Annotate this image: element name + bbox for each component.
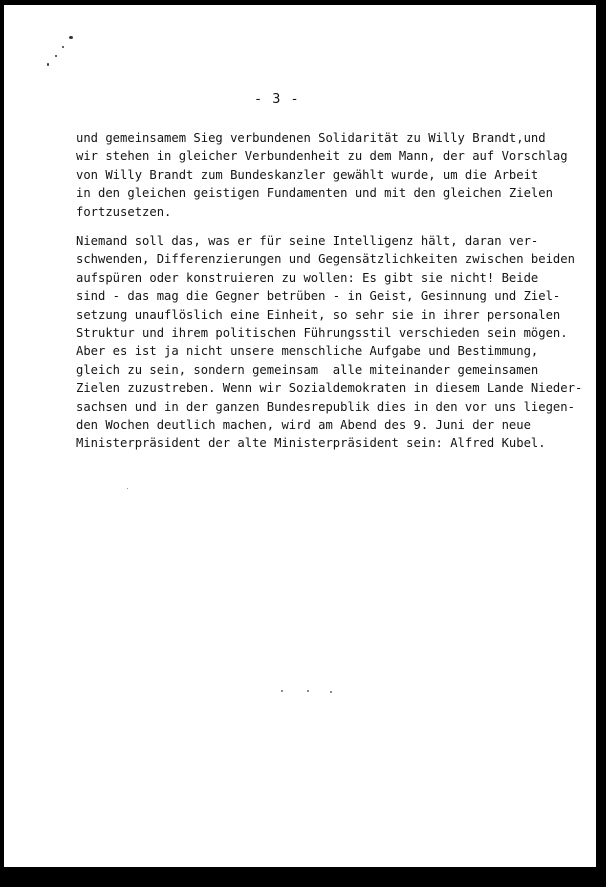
scan-speck xyxy=(281,690,283,692)
text-line: sachsen und in der ganzen Bundesrepublik dies in den vor uns liegen- xyxy=(76,399,575,414)
scan-speck xyxy=(127,488,128,489)
text-line: und gemeinsamem Sieg verbundenen Solidarität zu Willy Brandt,und xyxy=(76,131,546,145)
text-line: wir stehen in gleicher Verbundenheit zu dem Mann, der auf Vorschlag xyxy=(76,149,568,164)
text-line: Ministerpräsident der alte Ministerpräsident sein: Alfred Kubel. xyxy=(76,436,546,451)
scan-border xyxy=(0,867,606,887)
scan-speck xyxy=(307,690,309,692)
text-line: von Willy Brandt zum Bundeskanzler gewählt wurde, um die Arbeit xyxy=(76,167,539,182)
text-line: Struktur und ihrem politischen Führungsstil verschieden sein mögen. xyxy=(76,325,568,340)
text-line: Zielen zuzustreben. Wenn wir Sozialdemokraten in diesem Lande Nieder- xyxy=(76,381,583,396)
text-line: setzung unauflöslich eine Einheit, so sehr sie in ihrer personalen xyxy=(76,307,561,322)
text-line: in den gleichen geistigen Fundamenten und mit den gleichen Zielen xyxy=(76,186,553,201)
scan-speck xyxy=(330,691,332,693)
text-line: schwenden, Differenzierungen und Gegensätzlichkeiten zwischen beiden xyxy=(76,252,575,267)
paragraph-1 xyxy=(76,129,568,221)
scan-speck xyxy=(47,63,49,66)
page-number: - 3 - xyxy=(254,91,300,107)
text-line: sind - das mag die Gegner betrüben - in Geist, Gesinnung und Ziel- xyxy=(76,289,561,304)
text-line: aufspüren oder konstruieren zu wollen: Es gibt sie nicht! Beide xyxy=(76,270,539,285)
text-line: Aber es ist ja nicht unsere menschliche Aufgabe und Bestimmung, xyxy=(76,344,539,359)
scan-speck xyxy=(62,46,64,48)
text-line: Niemand soll das, was er für seine Intelligenz hält, daran ver- xyxy=(76,234,539,248)
text-line: fortzusetzen. xyxy=(76,204,172,219)
text-line: den Wochen deutlich machen, wird am Abend des 9. Juni der neue xyxy=(76,417,531,432)
scan-speck xyxy=(69,36,73,39)
document-page xyxy=(4,5,596,867)
paragraph-2 xyxy=(76,232,582,453)
scan-speck xyxy=(55,55,57,57)
text-line: gleich zu sein, sondern gemeinsam alle miteinander gemeinsamen xyxy=(76,362,539,377)
